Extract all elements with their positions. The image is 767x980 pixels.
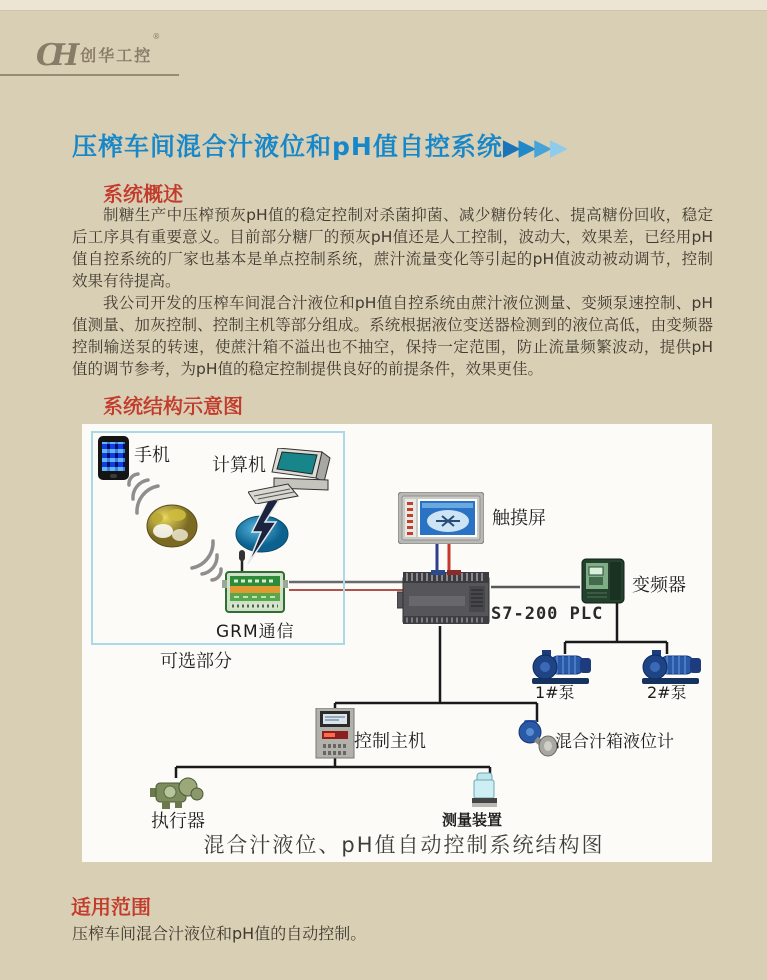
page-title-text: 压榨车间混合汁液位和pH值自控系统 (72, 132, 503, 161)
label-plc: S7-200 PLC (491, 604, 604, 624)
registered-trademark-icon: ® (152, 32, 161, 41)
vfd-icon (576, 557, 630, 605)
label-actuator: 执行器 (151, 811, 205, 832)
logo-text: 创华工控 (80, 46, 153, 65)
overview-paragraph-2: 我公司开发的压榨车间混合汁液位和pH值自控系统由蔗汁液位测量、变频泵速控制、pH值测量、加灰控制、控制主机等部分组成。系统根据液位变送器检测到的液位高低，由变频器控制输送泵的转速，使蔗汁箱不溢出也不抽空，保持一定范围，防止流量频繁波动，提供pH值的调节参考，为pH值的稳定控制提供良好的前提条件，效果更佳。 (72, 294, 713, 378)
overview-heading: 系统概述 (103, 182, 183, 206)
overview-paragraph-1: 制糖生产中压榨预灰pH值的稳定控制对杀菌抑菌、减少糖份转化、提高糖份回收，稳定后工序具有重要意义。目前部分糖厂的预灰pH值还是人工控制，波动大，效果差，已经用pH值自控系统的厂家也基本是单点控制系统，蔗汁流量变化等引起的pH值波动被动调节，控制效果有待提高。 (72, 206, 713, 290)
label-control-host: 控制主机 (354, 731, 426, 752)
page-title (72, 127, 566, 163)
level-transmitter-icon (516, 718, 558, 758)
phone-button (110, 474, 117, 478)
label-measuring-device: 测量装置 (442, 811, 503, 829)
arrow-icon: ▶ (549, 135, 566, 161)
measuring-device-icon (470, 772, 498, 810)
scope-text: 压榨车间混合汁液位和pH值的自动控制。 (72, 924, 367, 943)
phone-screen (102, 442, 125, 471)
label-computer: 计算机 (212, 455, 266, 476)
label-pump1: 1#泵 (535, 683, 575, 702)
actuator-icon (150, 774, 206, 810)
arrow-icon: ▶ (502, 135, 519, 161)
plc-icon (397, 570, 493, 628)
structure-heading: 系统结构示意图 (103, 394, 243, 418)
touchscreen-icon (398, 492, 484, 544)
label-touchscreen: 触摸屏 (492, 508, 546, 529)
company-logo (36, 32, 161, 73)
overview-body (72, 204, 713, 380)
globe-icon (146, 504, 198, 548)
label-pump2: 2#泵 (647, 683, 687, 702)
system-structure-diagram (82, 424, 712, 862)
top-band (0, 0, 767, 11)
label-optional-part: 可选部分 (160, 651, 232, 672)
grm-module-icon (222, 550, 288, 614)
scope-heading: 适用范围 (71, 895, 151, 919)
label-grm: GRM通信 (216, 622, 295, 642)
label-vfd: 变频器 (632, 575, 686, 596)
label-level-gauge: 混合汁箱液位计 (555, 732, 674, 752)
logo-monogram-icon: CH (36, 38, 71, 73)
label-phone: 手机 (134, 445, 170, 466)
arrow-icon: ▶ (518, 135, 535, 161)
control-host-icon (314, 708, 356, 760)
arrow-icon: ▶ (534, 135, 550, 161)
header-divider (0, 74, 179, 76)
diagram-caption: 混合汁液位、pH值自动控制系统结构图 (203, 833, 605, 857)
